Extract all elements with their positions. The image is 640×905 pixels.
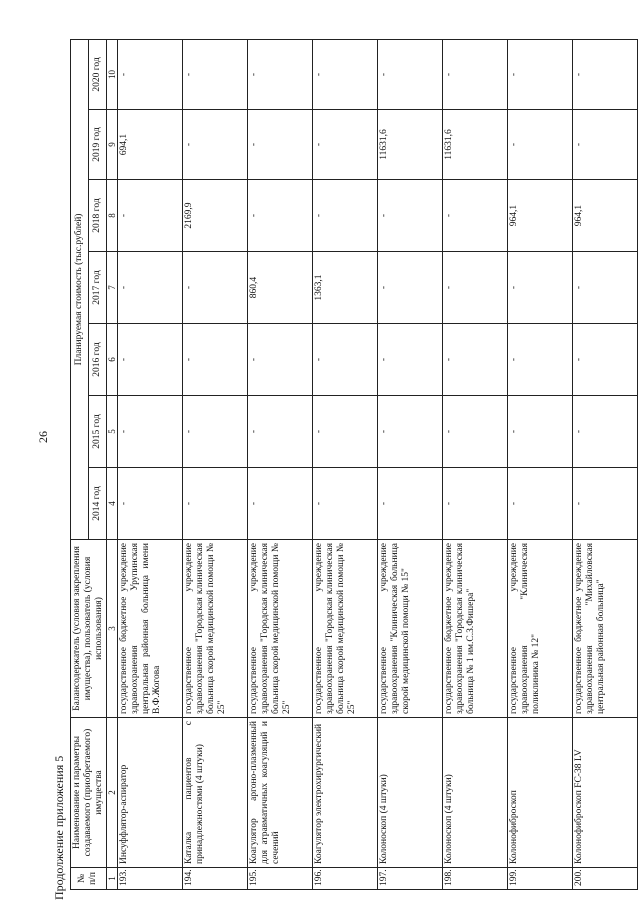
column-number: 8	[106, 180, 117, 252]
rotated-table-wrapper	[70, 40, 640, 890]
row-number: 193.	[118, 868, 183, 890]
item-holder: государственное бюджетное учреждение здравоохранения "Городская клиническая больница № 1 им.С.З.Фишера"	[443, 540, 508, 718]
cost-value: -	[378, 324, 443, 396]
cost-value: -	[508, 396, 573, 468]
cost-value: -	[443, 39, 508, 109]
item-holder: государственное учреждение здравоохранения "Клиническая поликлиника № 12"	[508, 540, 573, 718]
item-holder: государственное учреждение здравоохранения "Городская клиническая больница скорой медицинской помощи № 25"	[183, 540, 248, 718]
column-number: 6	[106, 324, 117, 396]
cost-value: -	[183, 396, 248, 468]
cost-value: -	[378, 180, 443, 252]
cost-value: -	[573, 39, 638, 109]
cost-value: -	[573, 396, 638, 468]
row-number: 200.	[573, 868, 638, 890]
cost-value: -	[443, 396, 508, 468]
cost-value: -	[248, 396, 313, 468]
cost-value: -	[573, 110, 638, 180]
cost-value: 860,4	[248, 252, 313, 324]
item-name: Инсуффлятор-аспиратор	[118, 718, 183, 868]
row-number: 197.	[378, 868, 443, 890]
cost-value: -	[378, 39, 443, 109]
cost-value: -	[573, 324, 638, 396]
item-name: Колонофиброскоп	[508, 718, 573, 868]
header-year: 2016 год	[88, 324, 106, 396]
cost-value: -	[183, 110, 248, 180]
cost-value: -	[183, 39, 248, 109]
cost-value: -	[378, 396, 443, 468]
cost-value: 694,1	[118, 110, 183, 180]
row-number: 194.	[183, 868, 248, 890]
item-name: Коагулятор аргоно-плазменный для атравматичных коагуляций и сечений	[248, 718, 313, 868]
cost-value: 1363,1	[313, 252, 378, 324]
item-holder: государственное бюджетное учреждение здравоохранения "Михайловская центральная районная больница"	[573, 540, 638, 718]
cost-value: -	[118, 324, 183, 396]
column-number: 4	[106, 468, 117, 540]
item-name: Каталка пациентов с принадлежностями (4 штуки)	[183, 718, 248, 868]
continuation-caption: Продолжение приложения 5	[52, 755, 66, 900]
table-row	[378, 39, 443, 889]
item-holder: государственное учреждение здравоохранения "Клиническая больница скорой медицинской помощи № 15"	[378, 540, 443, 718]
header-year: 2015 год	[88, 396, 106, 468]
cost-value: -	[248, 39, 313, 109]
row-number: 196.	[313, 868, 378, 890]
row-number: 198.	[443, 868, 508, 890]
column-number: 7	[106, 252, 117, 324]
cost-value: -	[313, 110, 378, 180]
column-numbers-row	[106, 39, 117, 889]
cost-value: 11631,6	[378, 110, 443, 180]
cost-value: -	[313, 468, 378, 540]
column-number: 5	[106, 396, 117, 468]
item-holder: государственное учреждение здравоохранения "Городская клиническая больница скорой медицинской помощи № 25"	[248, 540, 313, 718]
column-number: 9	[106, 110, 117, 180]
table-row	[313, 39, 378, 889]
header-name: Наименование и параметры создаваемого (приобретаемого) имущества	[71, 718, 107, 868]
cost-value: -	[118, 39, 183, 109]
cost-value: -	[183, 324, 248, 396]
cost-value: -	[443, 252, 508, 324]
column-number: 10	[106, 39, 117, 109]
cost-value: -	[118, 180, 183, 252]
header-year: 2019 год	[88, 110, 106, 180]
cost-value: 964,1	[573, 180, 638, 252]
item-name: Колоноскоп (4 штуки)	[443, 718, 508, 868]
item-name: Коагулятор электрохирургический	[313, 718, 378, 868]
cost-value: -	[248, 110, 313, 180]
cost-value: 2169,9	[183, 180, 248, 252]
cost-value: 964,1	[508, 180, 573, 252]
header-year: 2018 год	[88, 180, 106, 252]
item-name: Колоноскоп (4 штуки)	[378, 718, 443, 868]
header-holder: Балансодержатель (условия закрепления имущества), пользователь (условия использования)	[71, 540, 107, 718]
cost-value: -	[248, 468, 313, 540]
cost-value: -	[378, 468, 443, 540]
cost-value: -	[443, 180, 508, 252]
table-row	[183, 39, 248, 889]
cost-value: -	[118, 468, 183, 540]
table-row	[573, 39, 638, 889]
cost-value: -	[183, 468, 248, 540]
column-number: 1	[106, 868, 117, 890]
header-year: 2014 год	[88, 468, 106, 540]
cost-value: -	[508, 39, 573, 109]
cost-value: -	[313, 39, 378, 109]
item-holder: государственное учреждение здравоохранения "Городская клиническая больница скорой медицинской помощи № 25"	[313, 540, 378, 718]
table-body	[118, 39, 638, 889]
cost-value: -	[443, 468, 508, 540]
header-year: 2017 год	[88, 252, 106, 324]
cost-value: -	[508, 324, 573, 396]
item-name: Колонофиброскоп FC-38 LV	[573, 718, 638, 868]
table-row	[508, 39, 573, 889]
cost-value: -	[313, 324, 378, 396]
cost-value: -	[118, 252, 183, 324]
header-cost: Планируемая стоимость (тыс.рублей)	[71, 39, 89, 539]
cost-value: -	[248, 324, 313, 396]
cost-value: -	[443, 324, 508, 396]
cost-value: -	[313, 180, 378, 252]
table-row	[118, 39, 183, 889]
row-number: 199.	[508, 868, 573, 890]
page-number: 26	[36, 431, 50, 443]
row-number: 195.	[248, 868, 313, 890]
cost-value: -	[248, 180, 313, 252]
cost-value: -	[573, 252, 638, 324]
header-num: № п/п	[71, 868, 107, 890]
column-number: 3	[106, 540, 117, 718]
cost-value: -	[313, 396, 378, 468]
cost-value: -	[508, 468, 573, 540]
table-row	[248, 39, 313, 889]
column-number: 2	[106, 718, 117, 868]
cost-value: -	[508, 252, 573, 324]
cost-value: -	[573, 468, 638, 540]
cost-value: -	[378, 252, 443, 324]
cost-value: -	[508, 110, 573, 180]
property-table	[70, 39, 638, 890]
item-holder: государственное бюджетное учреждение здравоохранения Урупинская центральная районная больница имени В.Ф.Жогова	[118, 540, 183, 718]
cost-value: -	[183, 252, 248, 324]
header-year: 2020 год	[88, 39, 106, 109]
cost-value: -	[118, 396, 183, 468]
table-row	[443, 39, 508, 889]
cost-value: 11631,6	[443, 110, 508, 180]
